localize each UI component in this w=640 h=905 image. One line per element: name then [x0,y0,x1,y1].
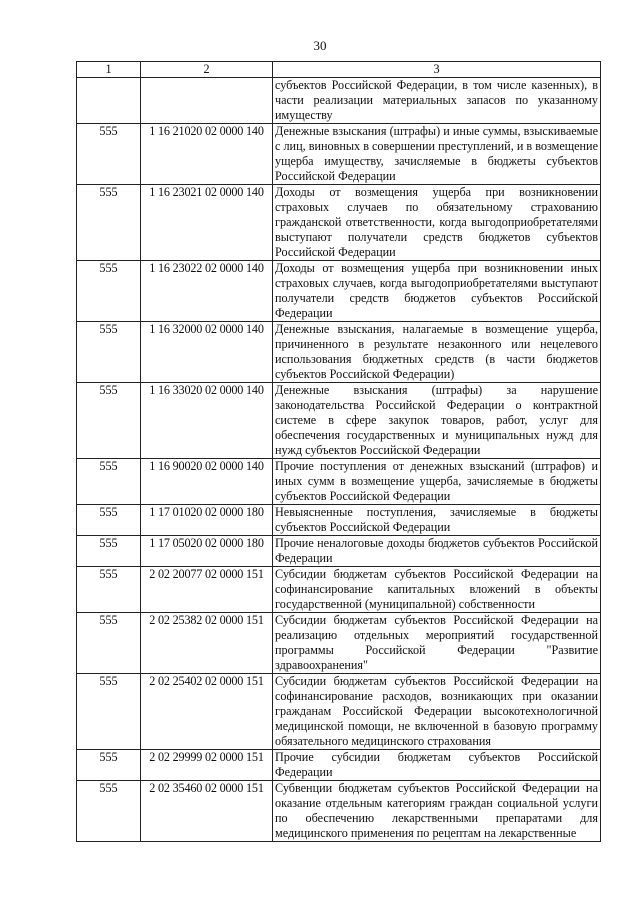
budget-code-cell: 2 02 29999 02 0000 151 [141,750,273,781]
page-number: 30 [313,38,327,53]
table-row [77,750,601,781]
budget-code-cell: 1 16 23022 02 0000 140 [141,261,273,322]
admin-code-cell: 555 [77,536,141,567]
budget-code-cell: 2 02 35460 02 0000 151 [141,781,273,842]
admin-code-cell [77,78,141,124]
admin-code-cell: 555 [77,613,141,674]
table-row [77,536,601,567]
table-row [77,567,601,613]
budget-code-cell: 1 16 23021 02 0000 140 [141,185,273,261]
table-header-row [77,62,601,78]
admin-code-cell: 555 [77,567,141,613]
table-row [77,124,601,185]
admin-code-cell: 555 [77,750,141,781]
column-header-2: 2 [141,62,273,78]
admin-code-cell: 555 [77,674,141,750]
budget-code-cell: 2 02 25402 02 0000 151 [141,674,273,750]
description-cell: Субсидии бюджетам субъектов Российской Федерации на реализацию отдельных мероприятий государственной программы Российской Федерации "Развитие здравоохранения" [273,613,601,674]
budget-code-cell: 1 16 21020 02 0000 140 [141,124,273,185]
budget-code-cell: 1 16 32000 02 0000 140 [141,322,273,383]
description-cell: Денежные взыскания, налагаемые в возмещение ущерба, причиненного в результате незаконного или нецелевого использования бюджетных средств (в части бюджетов субъектов Российской Федерации) [273,322,601,383]
description-cell: Денежные взыскания (штрафы) и иные суммы, взыскиваемые с лиц, виновных в совершении преступлений, и в возмещение ущерба имуществу, зачисляемые в бюджеты субъектов Российской Федерации [273,124,601,185]
table-row [77,185,601,261]
table-row [77,322,601,383]
column-header-1: 1 [77,62,141,78]
admin-code-cell: 555 [77,261,141,322]
budget-code-cell: 1 17 01020 02 0000 180 [141,505,273,536]
description-cell: субъектов Российской Федерации, в том числе казенных), в части реализации материальных запасов по указанному имуществу [273,78,601,124]
description-cell: Субвенции бюджетам субъектов Российской Федерации на оказание отдельным категориям граждан социальной услуги по обеспечению лекарственными препаратами для медицинского применения по рецептам на лекарственные [273,781,601,842]
admin-code-cell: 555 [77,383,141,459]
revenue-codes-table [76,61,601,842]
description-cell: Прочие субсидии бюджетам субъектов Российской Федерации [273,750,601,781]
description-cell: Денежные взыскания (штрафы) за нарушение законодательства Российской Федерации о контрактной системе в сфере закупок товаров, работ, услуг для обеспечения государственных и муниципальных нужд для нужд субъектов Российской Федерации [273,383,601,459]
table-row [77,674,601,750]
table-row [77,383,601,459]
budget-code-cell: 1 17 05020 02 0000 180 [141,536,273,567]
description-cell: Невыясненные поступления, зачисляемые в бюджеты субъектов Российской Федерации [273,505,601,536]
budget-code-cell: 1 16 90020 02 0000 140 [141,459,273,505]
description-cell: Прочие неналоговые доходы бюджетов субъектов Российской Федерации [273,536,601,567]
table-row [77,78,601,124]
table-row [77,505,601,536]
description-cell: Субсидии бюджетам субъектов Российской Федерации на софинансирование капитальных вложений в объекты государственной (муниципальной) собственности [273,567,601,613]
admin-code-cell: 555 [77,505,141,536]
description-cell: Доходы от возмещения ущерба при возникновении страховых случаев по обязательному страхованию гражданской ответственности, когда выгодоприобретателями выступают получатели средств бюджетов субъектов Российской Федерации [273,185,601,261]
description-cell: Доходы от возмещения ущерба при возникновении иных страховых случаев, когда выгодоприобретателями выступают получатели средств бюджетов субъектов Российской Федерации [273,261,601,322]
admin-code-cell: 555 [77,781,141,842]
budget-code-cell [141,78,273,124]
admin-code-cell: 555 [77,459,141,505]
budget-code-cell: 2 02 25382 02 0000 151 [141,613,273,674]
budget-code-cell: 2 02 20077 02 0000 151 [141,567,273,613]
description-cell: Субсидии бюджетам субъектов Российской Федерации на софинансирование расходов, возникающих при оказании гражданам Российской Федерации высокотехнологичной медицинской помощи, не включенной в базовую программу обязательного медицинского страхования [273,674,601,750]
table-row [77,459,601,505]
description-cell: Прочие поступления от денежных взысканий (штрафов) и иных сумм в возмещение ущерба, зачисляемые в бюджеты субъектов Российской Федерации [273,459,601,505]
budget-code-cell: 1 16 33020 02 0000 140 [141,383,273,459]
column-header-3: 3 [273,62,601,78]
admin-code-cell: 555 [77,124,141,185]
admin-code-cell: 555 [77,322,141,383]
admin-code-cell: 555 [77,185,141,261]
table-row [77,781,601,842]
table-row [77,613,601,674]
table-row [77,261,601,322]
